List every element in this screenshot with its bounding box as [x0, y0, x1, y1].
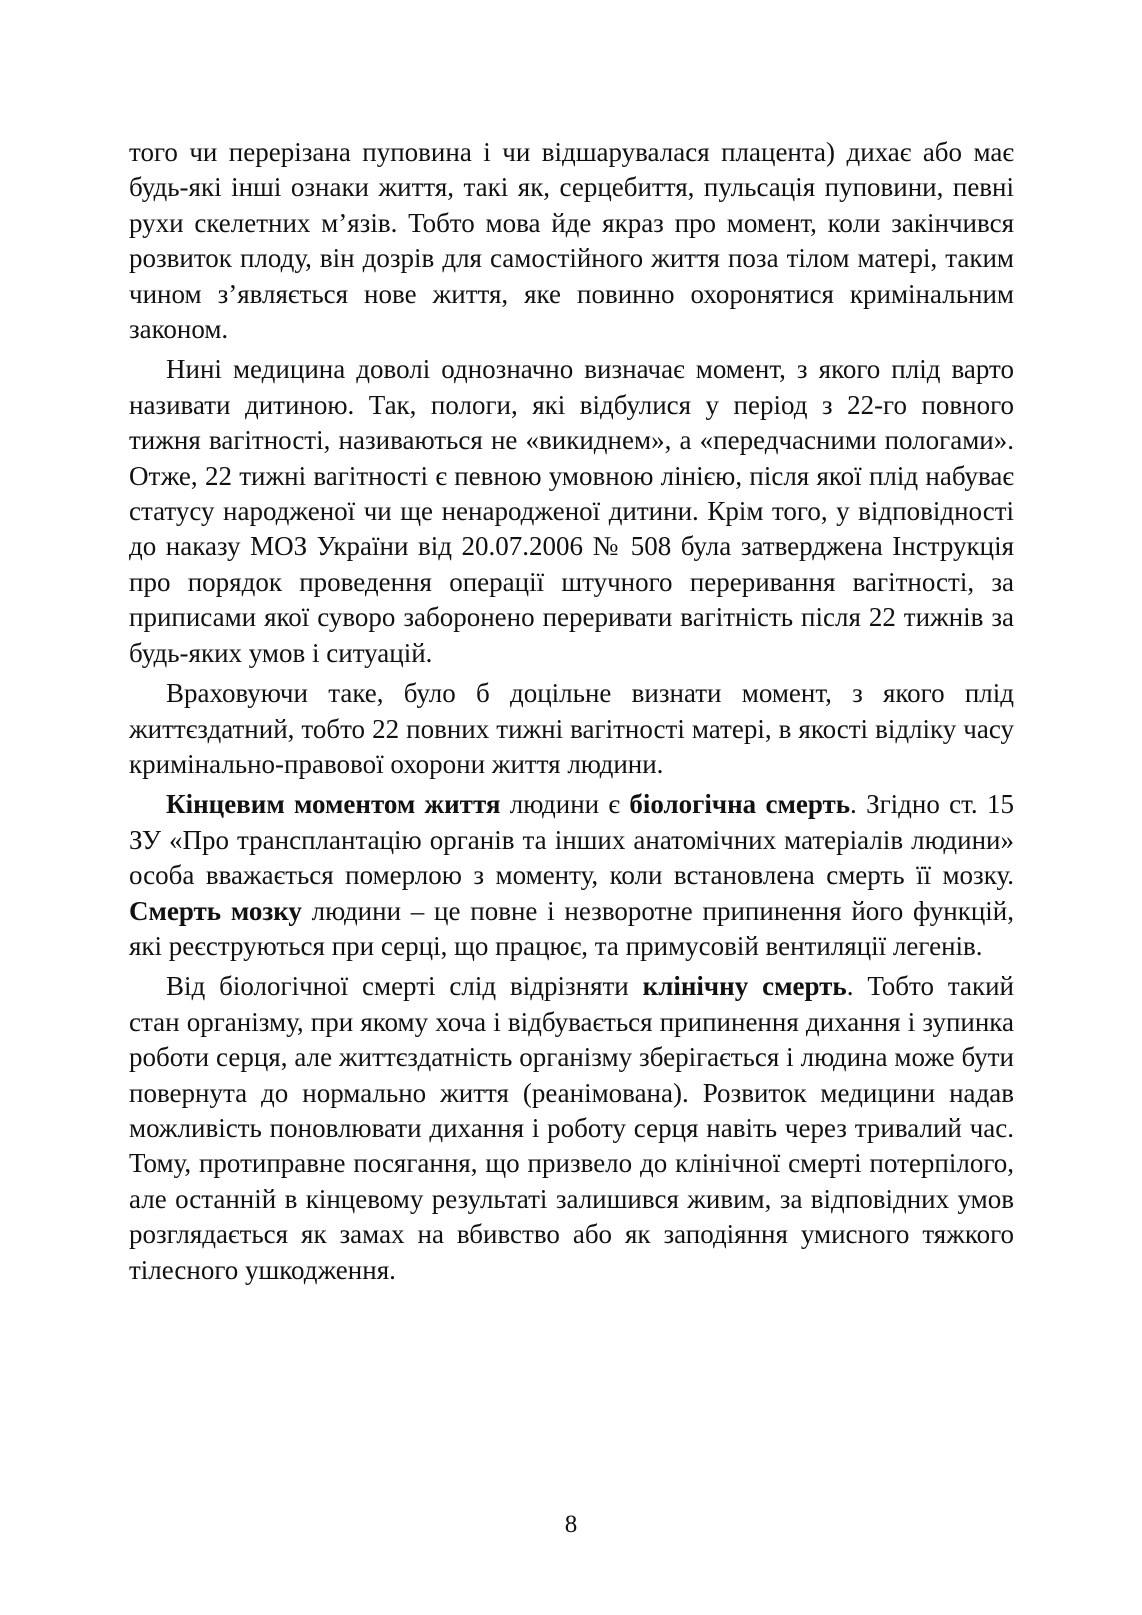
paragraph-3	[129, 676, 1014, 782]
paragraph-text: Враховуючи таке, було б доцільне визнати момент, з якого плід життєздатний, тобто 22 повних тижні вагітності матері, в якості відліку часу кримінально-правової охорони життя людини.	[129, 678, 1014, 779]
paragraph-text: . Згідно ст. 15 ЗУ «Про трансплантацію органів та інших анатомічних матеріалів людини» особа вважається померлою з моменту, коли встановлена смерть її мозку.	[129, 789, 1014, 891]
paragraph-text: Нині медицина доволі однозначно визначає момент, з якого плід варто називати дитиною. Так, пологи, які відбулися у період з 22-го повного тижня вагітності, називаються не «викиднем», а «передчасними пологами». Отже, 22 тижні вагітності є певною умовною лінією, після якої плід набуває статусу народженої чи ще ненародженої дитини. Крім того, у відповідності до наказу МОЗ України від 20.07.2006 № 508 була затверджена Інструкція про порядок проведення операції штучного переривання вагітності, за приписами якої суворо заборонено переривати вагітність після 22 тижнів за будь-яких умов і ситуацій.	[129, 354, 1014, 668]
paragraph-text: . Тобто такий стан організму, при якому хоча і відбувається припинення дихання і зупинка роботи серця, але життєздатність організму зберігається і людина може бути повернута до нормально життя (реанімована). Розвиток медицини надав можливість поновлювати дихання і роботу серця навіть через тривалий час. Тому, протиправне посягання, що призвело до клінічної смерті потерпілого, але останній в кінцевому результаті залишився живим, за відповідних умов розглядається як замах на вбивство або як заподіяння умисного тяжкого тілесного ушкодження.	[129, 971, 1015, 1285]
paragraph-text: людини – це повне і незворотне припинення його функцій, які реєструються при серці, що працює, та примусовій вентиляції легенів.	[129, 895, 1014, 961]
paragraph-text: Від біологічної смерті слід відрізняти	[166, 971, 643, 1002]
document-body	[129, 135, 1014, 1293]
paragraph-4	[129, 787, 1014, 964]
paragraph-1	[129, 135, 1014, 347]
paragraph-2	[129, 352, 1014, 671]
bold-term-clinical-death: клінічну смерть	[642, 971, 847, 1002]
page-number: 8	[564, 1511, 578, 1538]
paragraph-text: людини є	[500, 789, 630, 820]
paragraph-text: того чи перерізана пуповина і чи відшарувалася плацента) дихає або має будь-які інші ознаки життя, такі як, серцебиття, пульсація пуповини, певні рухи скелетних м’язів. Тобто мова йде якраз про момент, коли закінчився розвиток плоду, він дозрів для самостійного життя поза тілом матері, таким чином з’являється нове життя, яке повинно охоронятися кримінальним законом.	[129, 137, 1014, 345]
bold-term-end-of-life: Кінцевим моментом життя	[166, 789, 501, 820]
bold-term-biological-death: біологічна смерть	[629, 789, 851, 820]
paragraph-5	[129, 969, 1014, 1288]
bold-term-brain-death: Смерть мозку	[129, 895, 302, 926]
